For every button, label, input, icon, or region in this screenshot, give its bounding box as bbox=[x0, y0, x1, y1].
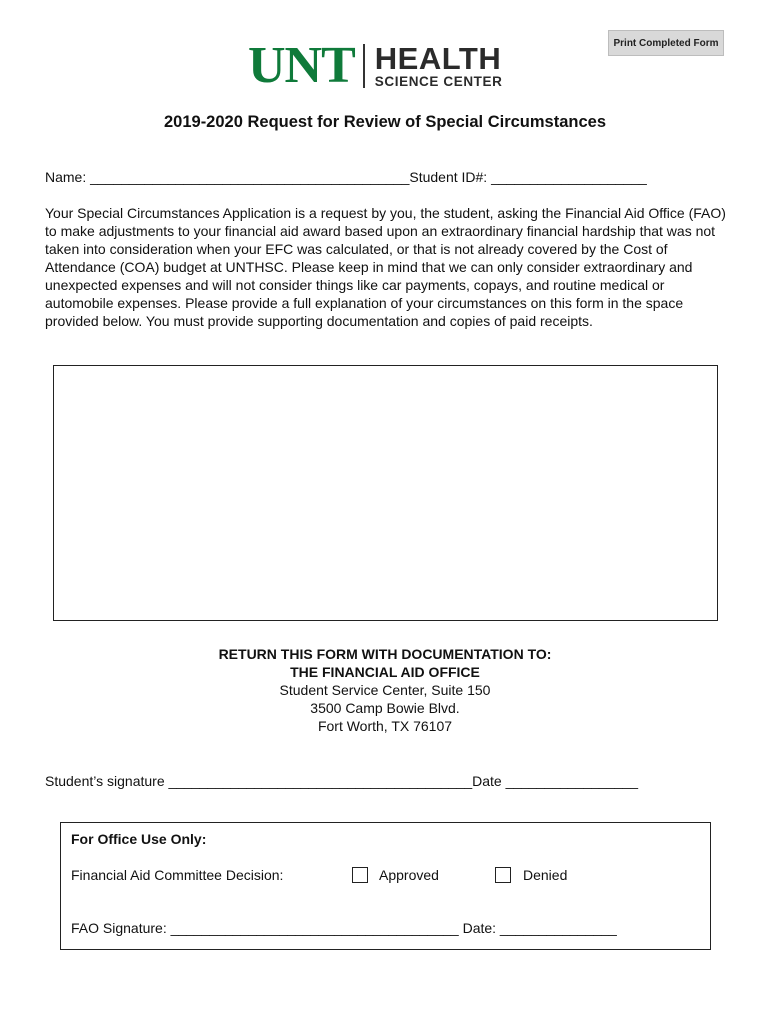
return-address-line: 3500 Camp Bowie Blvd. bbox=[310, 700, 460, 716]
return-address-block bbox=[0, 645, 770, 735]
logo-science-center-text: SCIENCE CENTER bbox=[374, 73, 503, 89]
approved-label: Approved bbox=[379, 867, 439, 883]
approved-checkbox[interactable] bbox=[352, 867, 368, 883]
logo-health-text: HEALTH bbox=[374, 40, 502, 76]
student-signature-line[interactable]: Student’s signature _______________________________________Date _________________ bbox=[45, 773, 638, 789]
logo-right-block bbox=[374, 40, 503, 89]
return-heading: RETURN THIS FORM WITH DOCUMENTATION TO: bbox=[218, 646, 552, 662]
unt-health-science-center-logo bbox=[248, 37, 503, 94]
denied-checkbox[interactable] bbox=[495, 867, 511, 883]
circumstances-explanation-box[interactable] bbox=[53, 365, 718, 621]
office-use-title: For Office Use Only: bbox=[71, 831, 207, 847]
logo-divider bbox=[363, 44, 365, 88]
intro-paragraph: Your Special Circumstances Application is a request by you, the student, asking the Financial Aid Office (FAO) to make adjustments to your financial aid award based upon an extraordinary financial hardship that was not taken into consideration when your EFC was calculated, or that is not already covered by the Cost of Attendance (COA) budget at UNTHSC. Please keep in mind that we can only consider extraordinary and unexpected expenses and will not consider things like car payments, copays, and routine medical or automobile expenses. Please provide a full explanation of your circumstances on this form in the space provided below. You must provide supporting documentation and copies of paid receipts. bbox=[45, 205, 726, 329]
committee-decision-label: Financial Aid Committee Decision: bbox=[71, 867, 284, 883]
office-use-box bbox=[60, 822, 711, 950]
print-completed-form-button[interactable]: Print Completed Form bbox=[608, 30, 724, 56]
logo-unt-text: UNT bbox=[248, 37, 355, 94]
fao-signature-line[interactable]: FAO Signature: _____________________________________ Date: _______________ bbox=[71, 920, 617, 936]
return-address-line: Fort Worth, TX 76107 bbox=[317, 718, 453, 734]
return-address-line: Student Service Center, Suite 150 bbox=[279, 682, 491, 698]
form-title: 2019-2020 Request for Review of Special Circumstances bbox=[163, 113, 607, 131]
name-student-id-line[interactable]: Name: _________________________________________Student ID#: ____________________ bbox=[45, 169, 647, 185]
return-office-heading: THE FINANCIAL AID OFFICE bbox=[290, 664, 480, 680]
denied-label: Denied bbox=[523, 867, 568, 883]
